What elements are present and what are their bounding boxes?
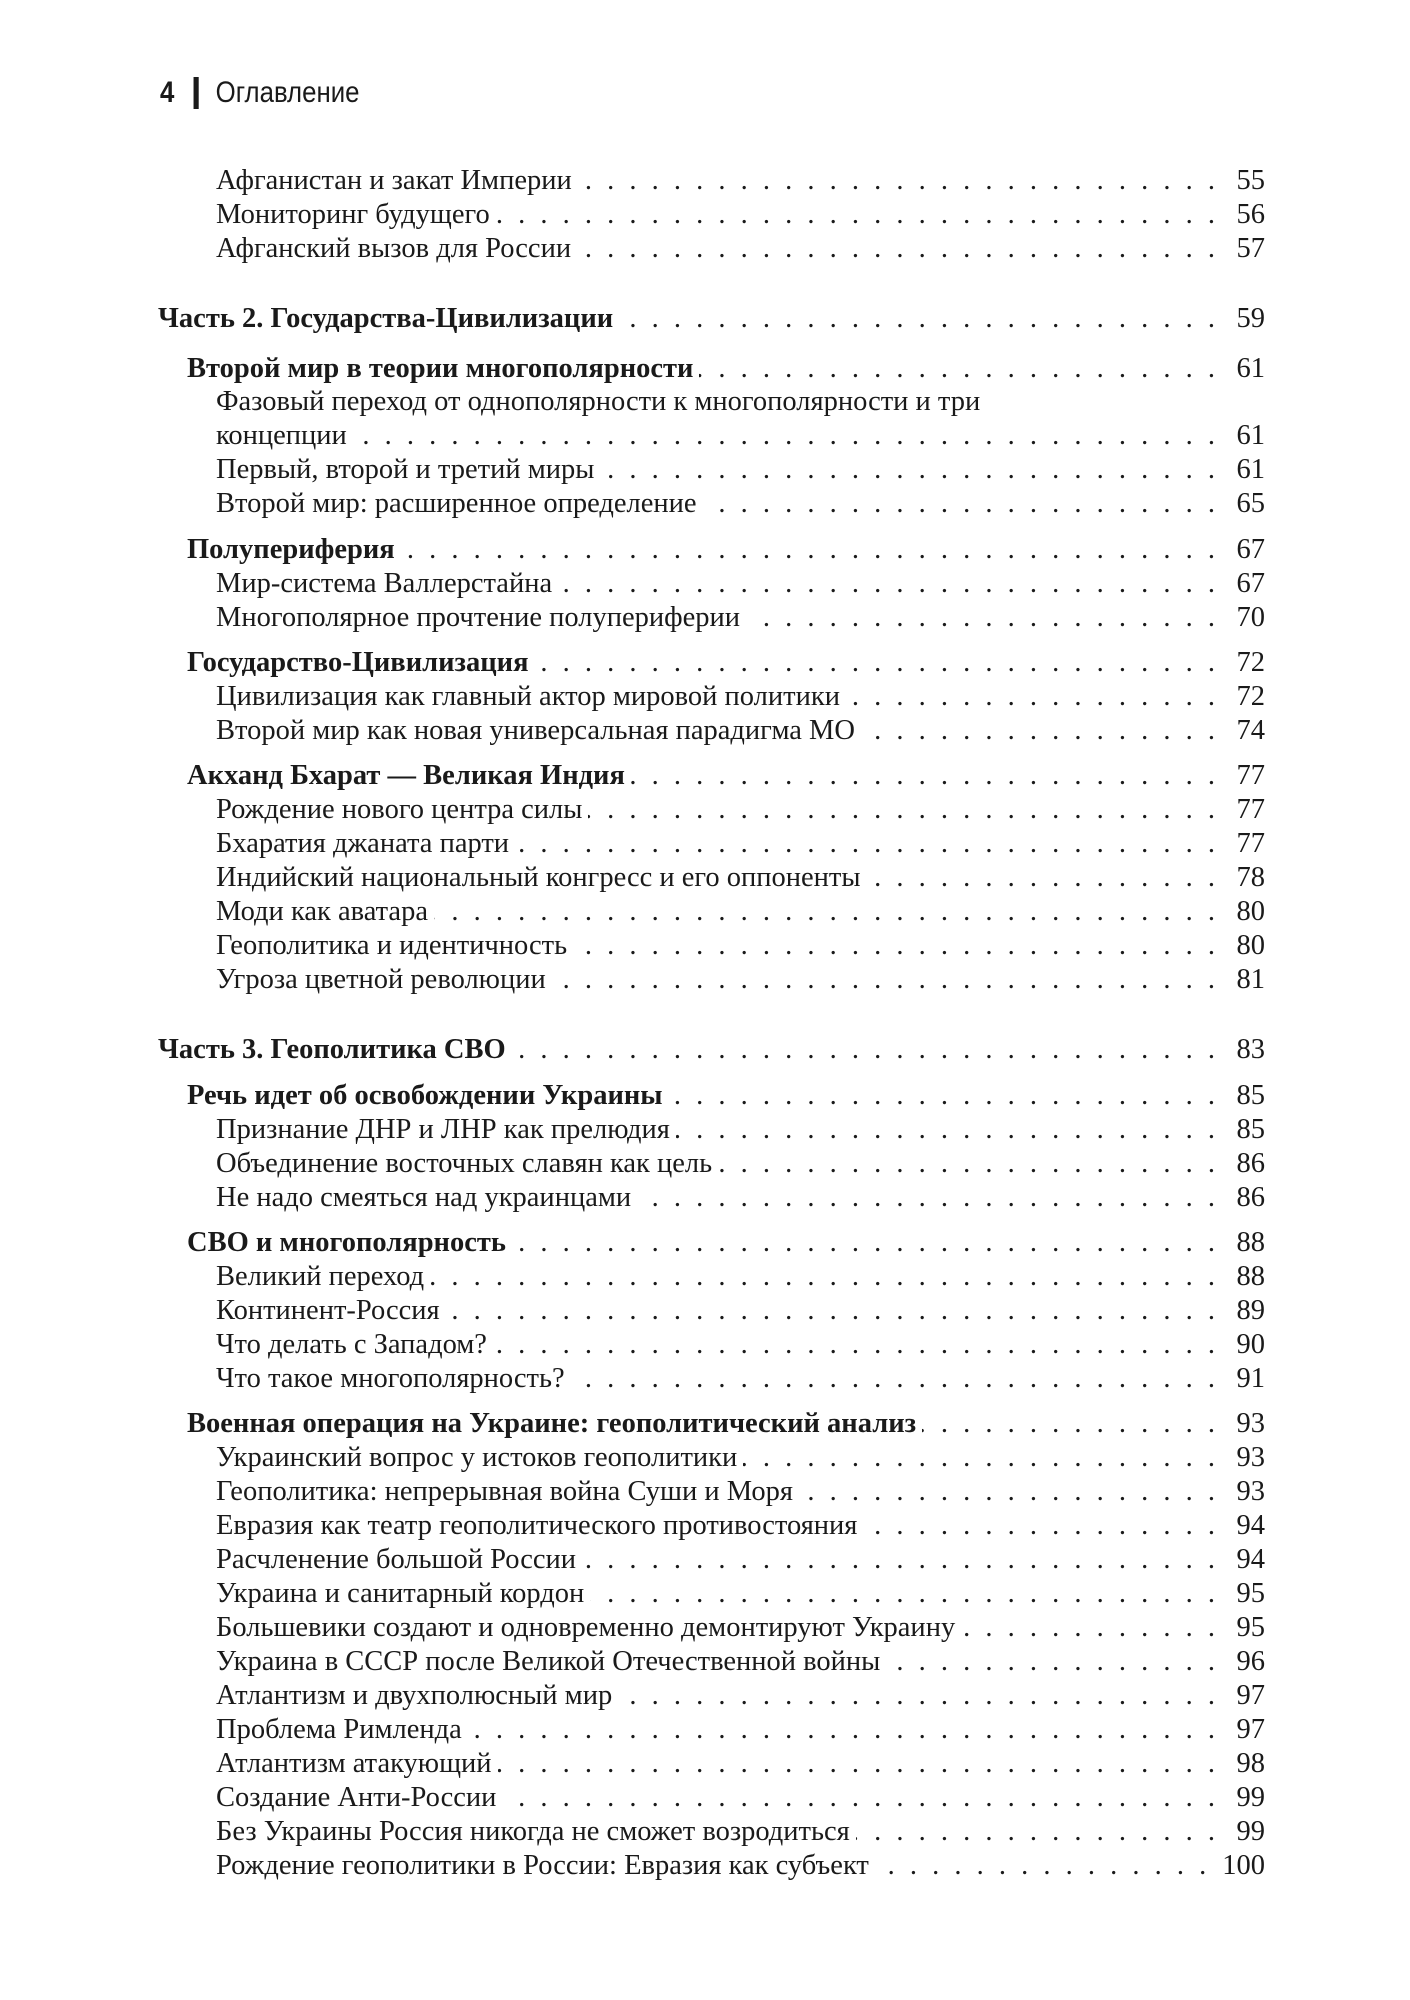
dot-leader [799,1475,1219,1509]
toc-entry [216,198,1265,232]
toc-entry-title: Угроза цветной революции [216,964,546,995]
toc-entry-page: 81 [1236,964,1265,995]
toc-entry-page: 74 [1236,715,1265,746]
toc-entry-page: 61 [1236,420,1265,451]
toc-entry [216,963,1265,997]
dot-leader [430,1260,1219,1294]
toc-part-title: Часть 2. Государства-Цивилизации [158,303,614,334]
toc-entry [216,793,1265,827]
toc-entry-page: 72 [1236,681,1265,712]
toc-entry-page: 80 [1236,896,1265,927]
dot-leader [600,453,1219,487]
toc-entry-title: Без Украины Россия никогда не сможет возродиться [216,1816,850,1847]
toc-entry [216,1328,1265,1362]
toc-entry [216,1113,1265,1147]
dot-leader [571,1362,1219,1396]
toc-entry [216,1679,1265,1713]
toc-chapter-page: 77 [1236,760,1265,791]
toc-entry-page: 70 [1236,602,1265,633]
toc-entry-page: 90 [1236,1329,1265,1360]
section-title: Оглавление [215,76,360,109]
toc-entry-page: 91 [1236,1363,1265,1394]
dot-leader [493,1328,1219,1362]
toc-entry [216,1181,1265,1215]
toc-entry-title: Цивилизация как главный актор мировой политики [216,681,840,712]
toc-entry-page: 89 [1236,1295,1265,1326]
dot-leader [582,1543,1219,1577]
toc-entry [216,487,1265,521]
toc-entry-title: Первый, второй и третий миры [216,454,595,485]
toc-entry-page: 86 [1236,1182,1265,1213]
toc-entry-page: 97 [1236,1680,1265,1711]
toc-entry-page: 85 [1236,1114,1265,1145]
toc-entry-title: Континент-Россия [216,1295,440,1326]
toc-entry [216,1294,1265,1328]
toc-entry-title: Проблема Римленда [216,1714,462,1745]
toc-part-page: 83 [1236,1034,1265,1065]
toc-entry-title: Признание ДНР и ЛНР как прелюдия [216,1114,670,1145]
dot-leader [496,198,1219,232]
toc-entry [216,1260,1265,1294]
dot-leader [558,567,1219,601]
toc-entry-title: Что такое многополярность? [216,1363,565,1394]
toc-entry-title: Мир-система Валлерстайна [216,568,553,599]
toc-entry-title: Расчленение большой России [216,1544,577,1575]
toc-chapter [187,1079,1265,1113]
dot-leader [867,861,1219,895]
toc-entry-page: 80 [1236,930,1265,961]
toc-entry-page: 77 [1236,794,1265,825]
toc-entry-page: 94 [1236,1544,1265,1575]
toc-entry [216,1645,1265,1679]
dot-leader [922,1407,1219,1441]
toc-entry-title: Украинский вопрос у истоков геополитики [216,1442,738,1473]
toc-part [158,1033,1265,1067]
dot-leader [875,1849,1210,1883]
toc-entry-title: Геополитика: непрерывная война Суши и Моря [216,1476,793,1507]
toc-chapter-page: 93 [1236,1408,1265,1439]
toc-entry-page: 97 [1236,1714,1265,1745]
toc-entry [216,1849,1265,1883]
toc-entry [216,419,1265,453]
toc-chapter-title: Полупериферия [187,534,395,565]
toc-entry-page: 57 [1236,233,1265,264]
dot-leader [434,895,1219,929]
toc-entry-title: Мониторинг будущего [216,199,490,230]
dot-leader [699,352,1219,386]
toc-chapter [187,1407,1265,1441]
toc-entry-page: 100 [1222,1850,1265,1881]
toc-entry [216,1543,1265,1577]
toc-entry-title: Многополярное прочтение полупериферии [216,602,741,633]
toc-chapter-page: 88 [1236,1227,1265,1258]
toc-entry-title: Бхаратия джаната парти [216,828,510,859]
page-number: 4 [160,76,175,109]
toc-entry-title: Атлантизм атакующий [216,1748,492,1779]
dot-leader [590,1577,1219,1611]
toc-chapter [187,646,1265,680]
toc-entry-page: 98 [1236,1748,1265,1779]
toc-entry-title: Украина и санитарный кордон [216,1578,585,1609]
dot-leader [577,232,1219,266]
toc-chapter-title: СВО и многополярность [187,1227,506,1258]
dot-leader [468,1713,1219,1747]
dot-leader [618,1679,1219,1713]
toc-entry [216,567,1265,601]
dot-leader [886,1645,1219,1679]
toc-entry [216,1147,1265,1181]
dot-leader [535,646,1220,680]
toc-entry-title: Украина в СССР после Великой Отечественной войны [216,1646,881,1677]
toc-chapter [187,1226,1265,1260]
dot-leader [637,1181,1219,1215]
dot-leader [846,680,1219,714]
dot-leader [961,1611,1219,1645]
toc-chapter-page: 85 [1236,1080,1265,1111]
toc-entry-title: Второй мир как новая универсальная парадигма МО [216,715,855,746]
dot-leader [502,1781,1219,1815]
toc-chapter-title: Акханд Бхарат — Великая Индия [187,760,625,791]
toc-entry-title: Великий переход [216,1261,425,1292]
toc-entry [216,164,1265,198]
toc-entry-title: Геополитика и идентичность [216,930,568,961]
toc-chapter-title: Государство-Цивилизация [187,647,529,678]
toc-part [158,302,1265,336]
dot-leader [353,419,1219,453]
toc-chapter [187,759,1265,793]
toc-entry [216,1713,1265,1747]
toc-entry-page: 93 [1236,1442,1265,1473]
dot-leader [676,1113,1219,1147]
dot-leader [631,759,1219,793]
dot-leader [703,487,1219,521]
toc-entry-page: 96 [1236,1646,1265,1677]
dot-leader [446,1294,1219,1328]
dot-leader [498,1747,1219,1781]
toc-entry-page: 65 [1236,488,1265,519]
toc-entry [216,714,1265,748]
toc-entry-title: Атлантизм и двухполюсный мир [216,1680,613,1711]
toc-entry [216,1747,1265,1781]
dot-leader [588,793,1219,827]
toc-entry-title: Большевики создают и одновременно демонтируют Украину [216,1612,956,1643]
dot-leader [578,164,1219,198]
toc-chapter-page: 61 [1236,353,1265,384]
toc-entry-page: 78 [1236,862,1265,893]
toc-entry [216,1441,1265,1475]
toc-chapter [187,533,1265,567]
dot-leader [515,827,1219,861]
dot-leader [401,533,1219,567]
toc-entry-title: Что делать с Западом? [216,1329,487,1360]
toc-entry-page: 55 [1236,165,1265,196]
toc-entry [216,1781,1265,1815]
toc-part-page: 59 [1236,303,1265,334]
toc-chapter [187,352,1265,386]
toc-entry-title: Рождение геополитики в России: Евразия как субъект [216,1850,869,1881]
toc-entry [216,1577,1265,1611]
dot-leader [863,1509,1219,1543]
dot-leader [746,601,1219,635]
dot-leader [856,1815,1219,1849]
toc-entry-page: 86 [1236,1148,1265,1179]
toc-entry-title: Моди как аватара [216,896,428,927]
toc-entry [216,1815,1265,1849]
toc-entry-title: Рождение нового центра силы [216,794,583,825]
toc-entry [216,453,1265,487]
toc-entry [216,1509,1265,1543]
dot-leader [512,1226,1219,1260]
dot-leader [669,1079,1219,1113]
toc-chapter-title: Военная операция на Украине: геополитический анализ [187,1408,917,1439]
toc-entry-title: Создание Анти-России [216,1782,497,1813]
toc-entry [216,861,1265,895]
toc-entry-page: 93 [1236,1476,1265,1507]
dot-leader [743,1441,1219,1475]
toc-entry [216,827,1265,861]
toc-entry-page: 94 [1236,1510,1265,1541]
dot-leader [718,1147,1219,1181]
toc-entry-page: 77 [1236,828,1265,859]
toc-chapter-title: Речь идет об освобождении Украины [187,1080,663,1111]
toc-entry [216,1475,1265,1509]
toc-entry [216,385,1265,419]
toc-chapter-page: 72 [1236,647,1265,678]
toc-part-title: Часть 3. Геополитика СВО [158,1034,506,1065]
toc-entry-page: 99 [1236,1782,1265,1813]
dot-leader [552,963,1219,997]
toc-entry-page: 61 [1236,454,1265,485]
toc-entry-page: 95 [1236,1612,1265,1643]
toc-chapter-page: 67 [1236,534,1265,565]
dot-leader [619,302,1219,336]
dot-leader [861,714,1219,748]
toc-entry [216,232,1265,266]
toc-entry [216,929,1265,963]
toc-entry-title: Афганский вызов для России [216,233,572,264]
toc-chapter-title: Второй мир в теории многополярности [187,353,694,384]
toc-entry-page: 95 [1236,1578,1265,1609]
toc-entry [216,1611,1265,1645]
toc-entry-title: Не надо смеяться над украинцами [216,1182,632,1213]
toc-entry [216,601,1265,635]
toc-entry-title: Индийский национальный конгресс и его оппоненты [216,862,861,893]
toc-entry-title: Евразия как театр геополитического противостояния [216,1510,858,1541]
toc-entry-page: 99 [1236,1816,1265,1847]
toc-entry [216,895,1265,929]
toc-entry [216,680,1265,714]
toc-entry-title: Второй мир: расширенное определение [216,488,697,519]
dot-leader [512,1033,1219,1067]
toc-entry-title: Афганистан и закат Империи [216,165,572,196]
toc-entry-title: Фазовый переход от однополярности к многополярности и три [216,386,981,417]
toc-entry-page: 67 [1236,568,1265,599]
toc-entry-page: 56 [1236,199,1265,230]
dot-leader [573,929,1219,963]
toc-entry-page: 88 [1236,1261,1265,1292]
toc-entry [216,1362,1265,1396]
toc-entry-title: концепции [216,420,347,451]
toc-entry-title: Объединение восточных славян как цель [216,1148,713,1179]
